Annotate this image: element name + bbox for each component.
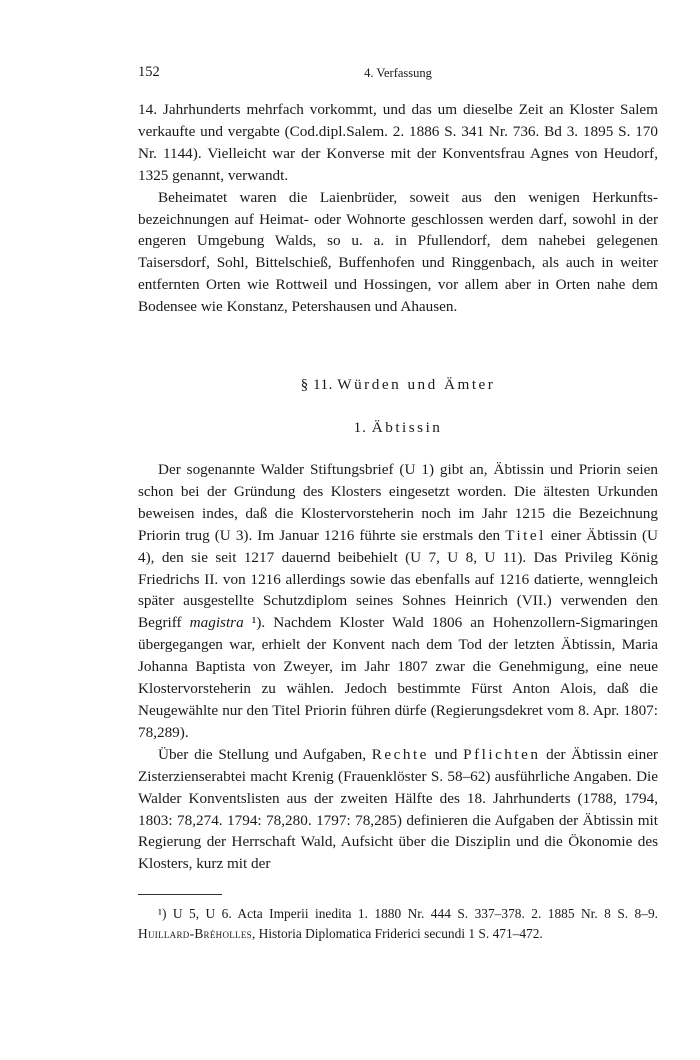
emphasis-titel: Titel (505, 526, 546, 544)
running-title: 4. Verfassung (364, 66, 432, 80)
emphasis-rechte: Rechte (371, 745, 429, 763)
running-head (138, 64, 658, 86)
section-heading (138, 376, 658, 394)
body-text-block-1 (138, 99, 658, 318)
paragraph-stellung: Über die Stellung und Aufgaben, Rechte und Pflichten der Äbtissin einer Zisterzienserabtei macht Krenig (Frauenklöster S. 58–62) ausführliche Angaben. Die Walder Konventslisten aus der zweiten Hälfte des 18. Jahrhunderts (1788, 1794, 1803: 78,274. 1794: 78,280. 1797: 78,285) definieren die Aufgaben der Äbtissin mit Regierung der Herrschaft Wald, Aufsicht über die Disziplin und die Ökonomie des Klosters, kurz mit der (138, 745, 658, 873)
body-text-block-2 (138, 459, 658, 875)
term-magistra: magistra (189, 614, 244, 632)
paragraph-continued: 14. Jahrhunderts mehrfach vorkommt, und das um dieselbe Zeit an Kloster Salem verkaufte und vergabte (Cod.dipl.Salem. 2. 1886 S. 341 Nr. 736. Bd 3. 1895 S. 170 Nr. 1144). Vielleicht war der Konverse mit der Konventsfrau Agnes von Heudorf, 1325 genannt, verwandt. (138, 101, 658, 184)
emphasis-pflichten: Pflichten (463, 745, 541, 763)
subsection-title: Äbtissin (371, 419, 443, 436)
page-number: 152 (138, 64, 160, 80)
footnotes (138, 904, 658, 943)
footnote-1: ¹) U 5, U 6. Acta Imperii inedita 1. 1880 Nr. 444 S. 337–378. 2. 1885 Nr. 8 S. 8–9. Huillard-Bréholles, Historia Diplomatica Friderici secundi 1 S. 471–472. (138, 906, 658, 941)
footnote-divider (138, 894, 222, 895)
paragraph-laienbrueder: Beheimatet waren die Laienbrüder, soweit aus den wenigen Herkunftsbezeichnungen auf Heimat- oder Wohnorte geschlossen werden darf, sowohl in der engeren Umgebung Walds, so u. a. in Pfullendorf, dem nahebei gelegenen Taisersdorf, Sohl, Bittelschieß, Buffenhofen und Ringgenbach, als auch in weiter entfernten Orten wie Rottweil und Hossingen, vor allem aber in Orten nahe dem Bodensee wie Konstanz, Petershausen und Ahausen. (138, 188, 658, 316)
footnote-reference: ¹). (243, 614, 266, 632)
subsection-heading (138, 419, 658, 437)
section-title: Würden und Ämter (337, 376, 496, 393)
footnote-author: Huillard-Bréholles (138, 925, 252, 941)
subsection-number: 1. (353, 419, 367, 436)
paragraph-stiftungsbrief: Der sogenannte Walder Stiftungsbrief (U 1) gibt an, Äbtissin und Priorin seien schon bei der Gründung des Klosters eingesetzt worden. Die ältesten Urkunden beweisen indes, daß die Klostervorsteherin noch im Jahr 1215 die Bezeichnung Priorin trug (U 3). Im Januar 1216 führte sie erstmals den Titel einer Äbtissin (U 4), den sie seit 1217 dauernd beibehielt (U 7, U 8, U 11). Das Privileg König Friedrichs II. von 1216 allerdings sowie das ebenfalls auf 1216 datierte, wenngleich später ausgestellte Schutzdiplom seines Sohnes Heinrich (VII.) verwenden den Begriff magistra ¹). Nachdem Kloster Wald 1806 an Hohenzollern-Sigmaringen übergegangen war, erhielt der Konvent nach dem Tod der letzten Äbtissin, Maria Johanna Baptista von Zweyer, im Jahr 1807 zwar die Genehmigung, eine neue Klostervorsteherin zu wählen. Jedoch bestimmte Fürst Anton Alois, daß die Neugewählte nur den Titel Priorin führen dürfe (Regierungsdekret vom 8. Apr. 1807: 78,289). (138, 461, 659, 741)
section-number: § 11. (300, 376, 333, 393)
